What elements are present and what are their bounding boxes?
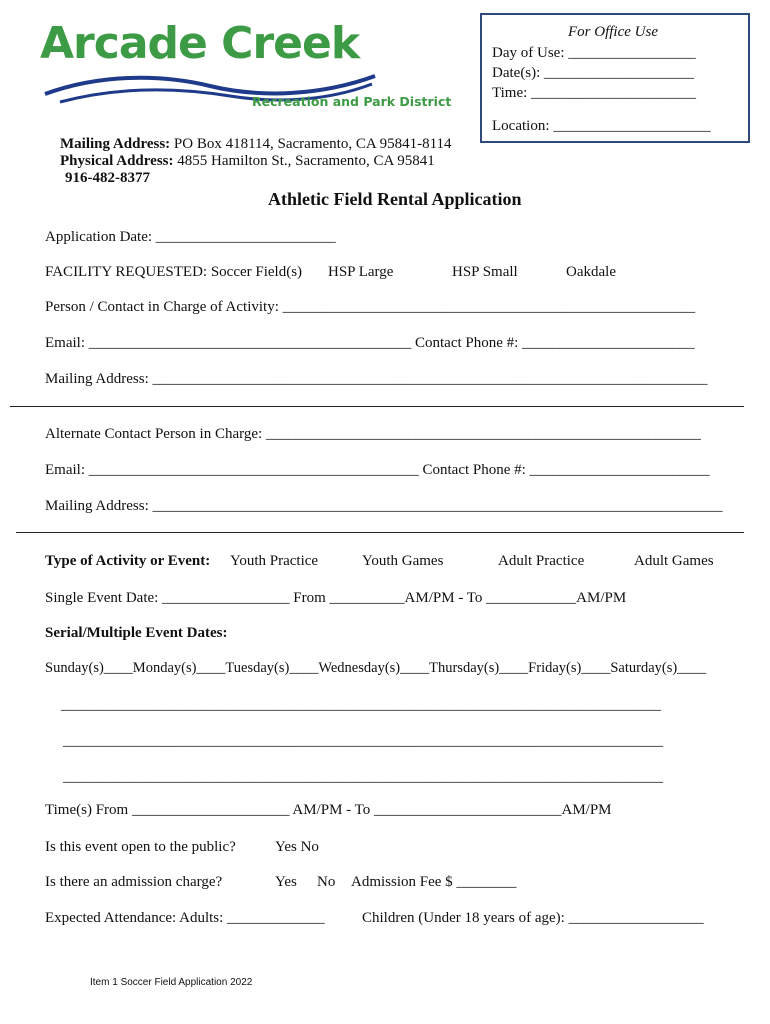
attendance-adults-field[interactable]: Expected Attendance: Adults: _____________ — [45, 910, 325, 926]
attendance-children-field[interactable]: Children (Under 18 years of age): __________________ — [362, 910, 704, 926]
person-contact-field[interactable]: Person / Contact in Charge of Activity: _______________________________________________________ — [45, 299, 696, 315]
mailing-address-field[interactable]: Mailing Address: __________________________________________________________________________ — [45, 371, 708, 387]
mailing-address-line — [60, 136, 452, 153]
office-time: Time: ______________________ — [492, 85, 697, 101]
section-divider — [16, 532, 744, 533]
activity-option-youth-practice[interactable]: Youth Practice — [230, 553, 319, 569]
facility-option-oakdale[interactable]: Oakdale — [566, 264, 616, 280]
facility-option-hsp-large[interactable]: HSP Large — [328, 264, 394, 280]
email-phone-field[interactable]: Email: ___________________________________________ Contact Phone #: _______________________ — [45, 335, 695, 351]
weekday-fields[interactable]: Sunday(s)____Monday(s)____Tuesday(s)____Wednesday(s)____Thursday(s)____Friday(s)____Saturday(s)____ — [45, 660, 707, 676]
mailing-address-value: PO Box 418114, Sacramento, CA 95841-8114 — [170, 136, 452, 152]
serial-dates-label: Serial/Multiple Event Dates: — [45, 625, 228, 641]
logo-subtitle: Recreation and Park District — [252, 94, 452, 109]
admission-no-option[interactable]: No — [317, 874, 336, 890]
office-location: Location: _____________________ — [492, 118, 711, 134]
blank-line[interactable]: ________________________________________________________________________________ — [63, 733, 663, 749]
alternate-contact-field[interactable]: Alternate Contact Person in Charge: __________________________________________________________ — [45, 426, 701, 442]
activity-type-label: Type of Activity or Event: — [45, 553, 211, 569]
physical-address-label: Physical Address: — [60, 153, 174, 169]
facility-option-hsp-small[interactable]: HSP Small — [452, 264, 518, 280]
times-field[interactable]: Time(s) From _____________________ AM/PM - To _________________________AM/PM — [45, 802, 612, 818]
mailing-address-label: Mailing Address: — [60, 136, 171, 152]
application-date-field[interactable]: Application Date: ________________________ — [45, 229, 336, 245]
alternate-email-phone-field[interactable]: Email: ____________________________________________ Contact Phone #: ________________________ — [45, 462, 710, 478]
blank-line[interactable]: ________________________________________________________________________________ — [63, 769, 663, 785]
blank-line[interactable]: ________________________________________________________________________________ — [61, 697, 661, 713]
logo-wordmark: Arcade Creek — [40, 18, 360, 69]
footer-note: Item 1 Soccer Field Application 2022 — [90, 977, 253, 988]
single-event-date-field[interactable]: Single Event Date: _________________ From __________AM/PM - To ____________AM/PM — [45, 590, 627, 606]
physical-address-line — [60, 153, 435, 170]
alternate-mailing-field[interactable]: Mailing Address: ____________________________________________________________________________ — [45, 498, 723, 514]
admission-yes-option[interactable]: Yes — [275, 874, 297, 890]
office-use-title: For Office Use — [568, 24, 658, 40]
activity-option-adult-games[interactable]: Adult Games — [634, 553, 714, 569]
open-to-public-options[interactable]: Yes No — [275, 839, 319, 855]
office-dates: Date(s): ____________________ — [492, 65, 695, 81]
open-to-public-question: Is this event open to the public? — [45, 839, 236, 855]
facility-requested-label: FACILITY REQUESTED: Soccer Field(s) — [45, 264, 303, 280]
office-use-box — [480, 13, 750, 143]
activity-option-adult-practice[interactable]: Adult Practice — [498, 553, 585, 569]
form-title: Athletic Field Rental Application — [268, 189, 522, 209]
activity-option-youth-games[interactable]: Youth Games — [362, 553, 444, 569]
physical-address-value: 4855 Hamilton St., Sacramento, CA 95841 — [173, 153, 435, 169]
office-day-of-use: Day of Use: _________________ — [492, 45, 696, 61]
phone-number: 916-482-8377 — [65, 170, 150, 186]
admission-question: Is there an admission charge? — [45, 874, 223, 890]
admission-fee-field[interactable]: Admission Fee $ ________ — [351, 874, 517, 890]
section-divider — [10, 406, 744, 407]
